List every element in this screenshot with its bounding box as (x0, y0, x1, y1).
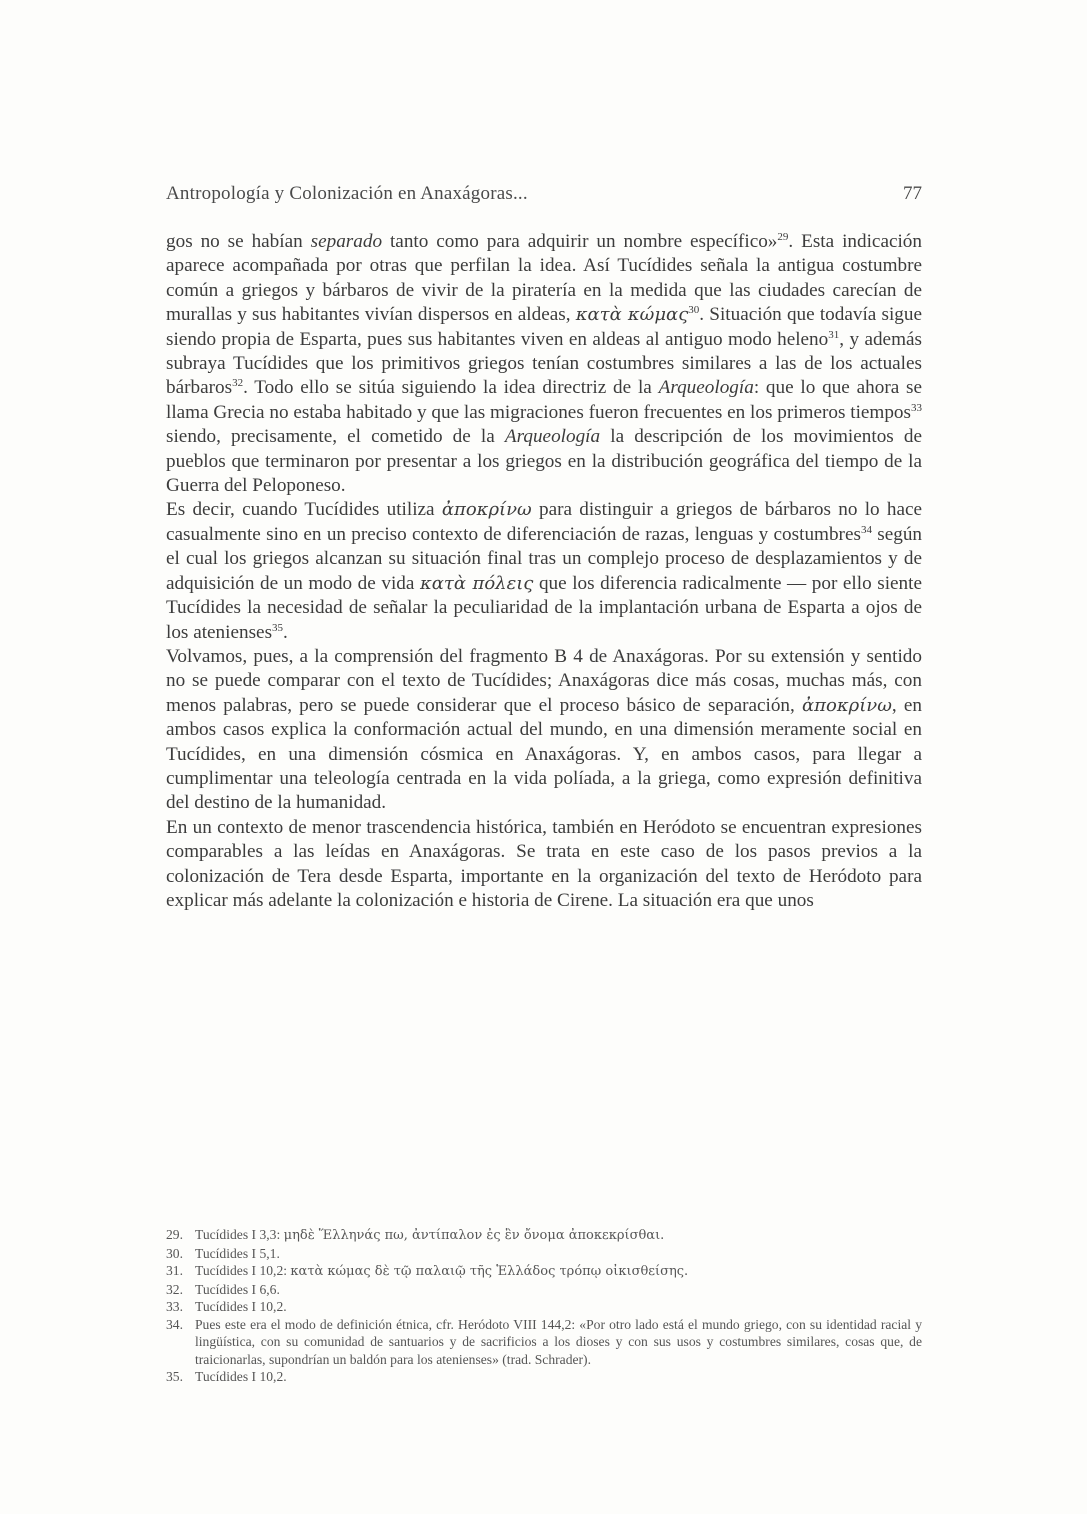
footnote-ref-35: 35 (272, 621, 284, 634)
title-arqueologia: Arqueología (658, 377, 754, 399)
paragraph-4: En un contexto de menor trascendencia histórica, también en Heródoto se encuentran expresiones comparables a las leídas en Anaxágoras. Se trata en este caso de los pasos previos a la colonización de Tera desde Esparta, importante en la organización del texto de Heródoto para explicar más adelante la colonización e historia de Cirene. La situación era que unos (166, 816, 922, 911)
greek-kata-komas: κατὰ κώμας (575, 304, 689, 326)
footnote-35: 35. Tucídides I 10,2. (166, 1369, 287, 1384)
running-header (166, 183, 922, 213)
footnote-29: 29. Tucídides I 3,3: μηδὲ Ἕλληνάς πω, ἀντίπαλον ἐς ἓν ὄνομα ἀποκεκρίσθαι. (166, 1227, 665, 1243)
footnotes (166, 1226, 922, 1386)
paragraph-3: Volvamos, pues, a la comprensión del fragmento B 4 de Anaxágoras. Por su extensión y sentido no se puede comparar con el texto de Tucídides; Anaxágoras dice más cosas, muchas más, con menos palabras, pero se puede considerar que el proceso básico de separación, ἀποκρίνω, en ambos casos explica la conformación actual del mundo, en una dimensión meramente social en Tucídides, en una dimensión cósmica en Anaxágoras. Y, en ambos casos, para llegar a cumplimentar una teleología centrada en la vida políada, a la griega, como expresión definitiva del destino de la humanidad. (166, 645, 922, 814)
title-arqueologia-2: Arqueología (504, 426, 601, 448)
footnote-30: 30. Tucídides I 5,1. (166, 1245, 280, 1261)
running-title: Antropología y Colonización en Anaxágoras... (166, 183, 528, 204)
emphasis-separado: separado (310, 231, 383, 252)
footnote-ref-29: 29 (777, 231, 789, 243)
greek-apokrino: ἀποκρίνω (441, 499, 532, 521)
footnote-ref-34: 34 (860, 523, 872, 536)
greek-kata-poleis: κατὰ πόλεις (419, 572, 534, 594)
footnote-ref-31: 31 (828, 328, 840, 341)
paragraph-2: Es decir, cuando Tucídides utiliza ἀποκρίνω para distinguir a griegos de bárbaros no lo hace casualmente sino en un preciso contexto de diferenciación de razas, lenguas y costumbres$^{34}$ según el cual los griegos alcanzan su situación final tras un complejo proceso de desplazamientos y de adquisición de un modo de vida κατὰ πόλεις que los diferencia radicalmente — por ello siente Tucídides la necesidad de señalar la peculiaridad de la implantación urbana de Esparta a ojos de los atenienses$^{35}$. (166, 499, 923, 643)
footnote-32: 32. Tucídides I 6,6. (166, 1281, 280, 1297)
footnote-ref-33: 33 (911, 401, 922, 414)
footnote-33: 33. Tucídides I 10,2. (166, 1299, 287, 1314)
footnote-ref-30: 30 (688, 304, 700, 317)
greek-apokrino-2: ἀποκρίνω (802, 694, 892, 716)
page-number: 77 (903, 183, 922, 204)
footnote-ref-32: 32 (232, 377, 244, 390)
paragraph-1: gos no se habían separado tanto como para adquirir un nombre específico»$^{29}$. Esta indicación aparece acompañada por otras que perfilan la idea. Así Tucídides señala la antigua costumbre común a griegos y bárbaros de vivir de la piratería en la medida que las ciudades carecían de murallas y sus habitantes vivían dispersos en aldeas, κατὰ κώμας$^{30}$. Situación que todavía sigue siendo propia de Esparta, pues sus habitantes viven en aldeas al antiguo modo heleno$^{31}$, y además subraya Tucídides que los primitivos griegos tenían costumbres similares a las de los actuales bárbaros$^{32}$. Todo ello se sitúa siguiendo la idea directriz de la Arqueología: que lo que ahora se llama Grecia no estaba habitado y que las migraciones fueron frecuentes en los primeros tiempos$^{33}$ siendo, precisamente, el cometido de la Arqueología la descripción de los movimientos de pueblos que terminaron por presentar a los griegos en la distribución geográfica del tiempo de la Guerra del Peloponeso. (166, 231, 922, 497)
footnote-31: 31. Tucídides I 10,2: κατὰ κώμας δὲ τῷ παλαιῷ τῆς Ἑλλάδος τρόπῳ οἰκισθείσης. (166, 1263, 689, 1279)
main-text (166, 230, 922, 913)
footnote-34: 34. Pues este era el modo de definición étnica, cfr. Heródoto VIII 144,2: «Por otro lado está el mundo griego, con su identidad racial y lingüística, con su comunidad de santuarios y de sacrificios a los dioses y con sus usos y costumbres similares, cosas que, de traicionarlas, supondrían un baldón para los atenienses» (trad. Schrader). (166, 1316, 922, 1367)
